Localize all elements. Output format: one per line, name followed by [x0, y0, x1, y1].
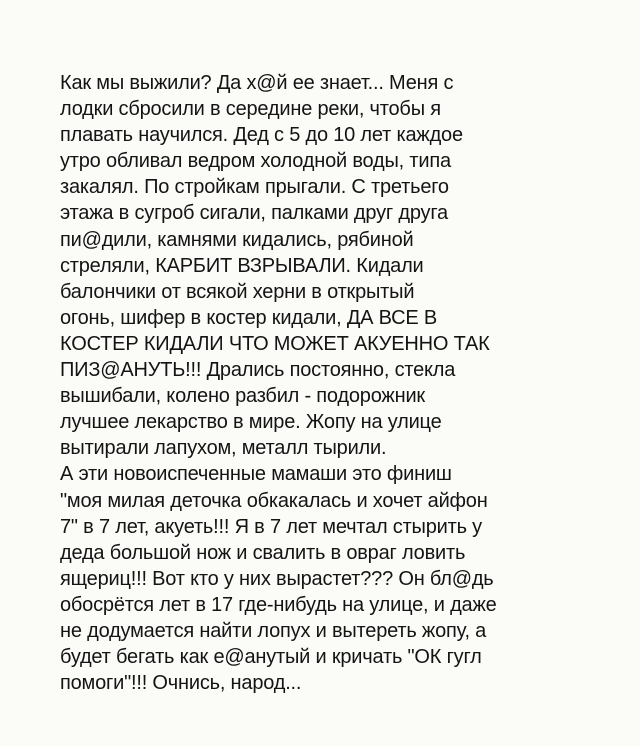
text-line: "моя милая деточка обкакалась и хочет айфон	[60, 489, 488, 512]
text-line: огонь, шифер в костер кидали, ДА ВСЕ В	[60, 306, 438, 329]
text-line: вытирали лапухом, металл тырили.	[60, 437, 387, 460]
text-line: этажа в сугроб сигали, палками друг друга	[60, 202, 448, 225]
text-line: будет бегать как е@анутый и кричать "ОК гугл	[60, 646, 482, 669]
text-line: пи@дили, камнями кидались, рябиной	[60, 228, 414, 251]
text-line: помоги"!!! Очнись, народ...	[60, 672, 302, 695]
text-line: закалял. По стройкам прыгали. С третьего	[60, 176, 449, 199]
text-line: деда большой нож и свалить в овраг ловить	[60, 541, 466, 564]
text-line: 7" в 7 лет, акуеть!!! Я в 7 лет мечтал стырить у	[60, 515, 482, 538]
text-line: не додумается найти лопух и вытереть жопу, а	[60, 619, 487, 642]
text-line: вышибали, колено разбил - подорожник	[60, 385, 425, 408]
post-text	[60, 70, 640, 696]
text-line: лучшее лекарство в мире. Жопу на улице	[60, 411, 442, 434]
text-line: утро обливал ведром холодной воды, типа	[60, 150, 451, 173]
text-line: плавать научился. Дед с 5 до 10 лет каждое	[60, 124, 463, 147]
text-line: обосрётся лет в 17 где-нибудь на улице, и даже	[60, 593, 497, 616]
text-line: ПИЗ@АНУТЬ!!! Дрались постоянно, стекла	[60, 359, 456, 382]
text-line: КОСТЕР КИДАЛИ ЧТО МОЖЕТ АКУЕННО ТАК	[60, 332, 490, 355]
text-line: балончики от всякой херни в открытый	[60, 280, 415, 303]
text-line: ящериц!!! Вот кто у них вырастет??? Он бл@дь	[60, 567, 494, 590]
text-line: А эти новоиспеченные мамаши это финиш	[60, 463, 452, 486]
text-line: Как мы выжили? Да х@й ее знает... Меня с	[60, 72, 454, 94]
text-line: стреляли, КАРБИТ ВЗРЫВАЛИ. Кидали	[60, 254, 424, 277]
text-line: лодки сбросили в середине реки, чтобы я	[60, 98, 441, 121]
